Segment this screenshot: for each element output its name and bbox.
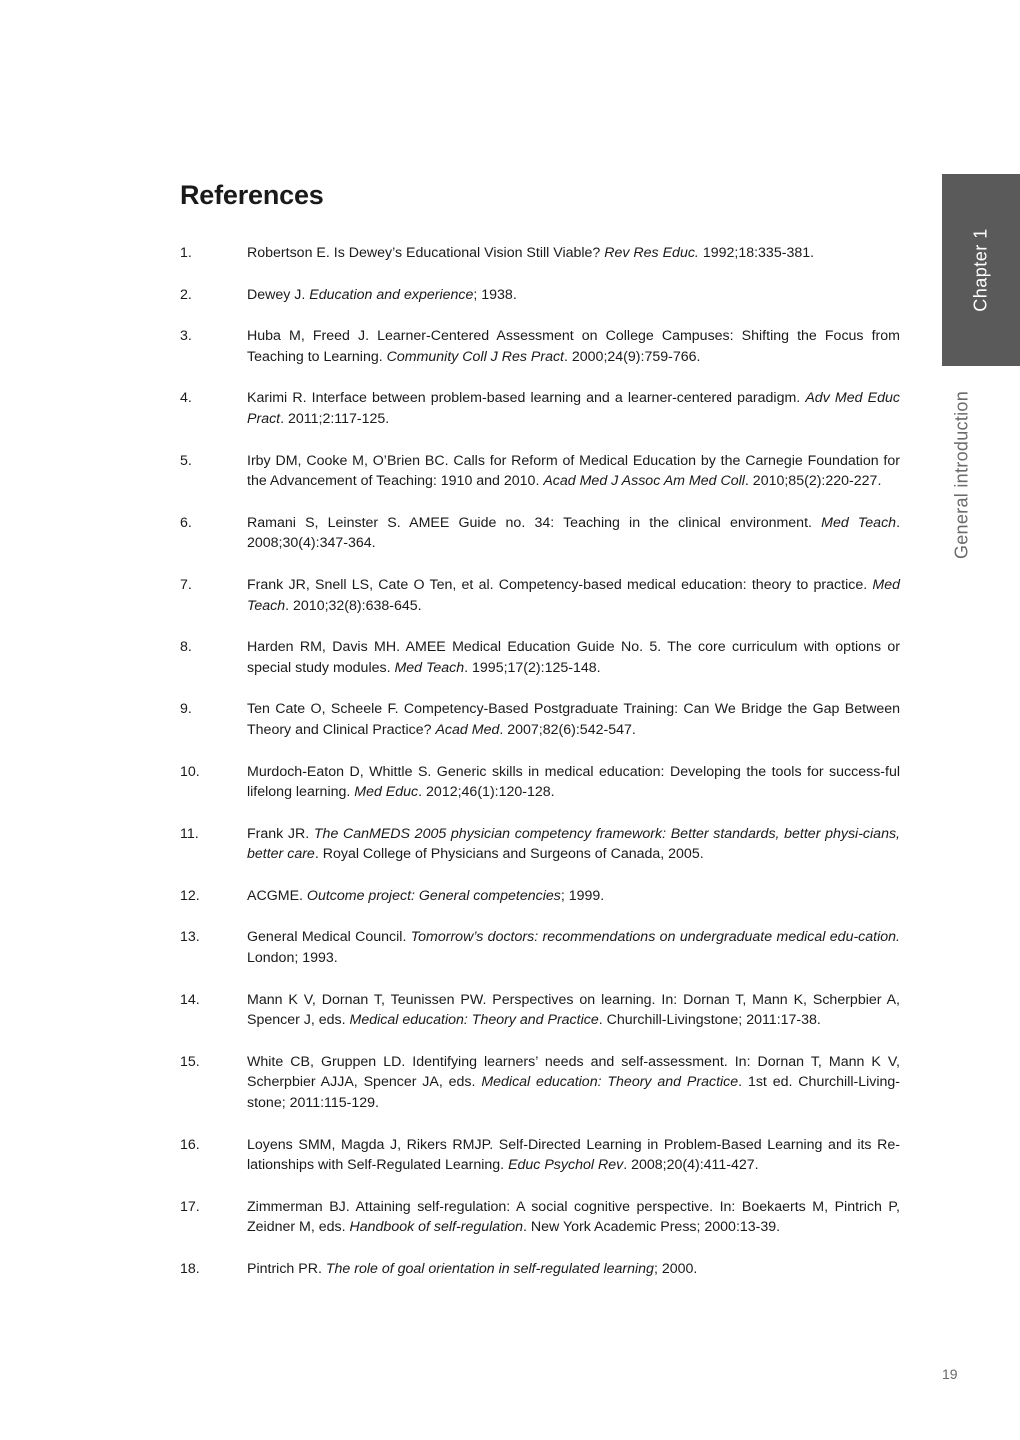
reference-text: [247, 990, 900, 1031]
reference-text-segment: Robertson E. Is Dewey’s Educational Vision Still Viable?: [247, 245, 605, 261]
reference-text: [247, 1135, 900, 1176]
reference-text: [247, 886, 900, 907]
reference-text-segment: General Medical Council.: [247, 929, 411, 946]
reference-text-segment: . Royal College of Physicians and Surgeons of Canada, 2005.: [314, 846, 704, 863]
reference-number: 14.: [180, 991, 200, 1008]
reference-number: 16.: [180, 1136, 200, 1153]
page-title: References: [180, 180, 324, 210]
reference-item: [180, 326, 900, 367]
reference-item: [180, 1259, 900, 1280]
reference-text: [247, 1259, 900, 1280]
reference-source-title: The role of goal orientation in self-regulated learning: [325, 1261, 654, 1277]
chapter-tab: [942, 174, 1020, 366]
reference-text: [247, 451, 900, 492]
reference-text: [247, 326, 900, 367]
reference-item: [180, 637, 900, 678]
reference-item: [180, 927, 900, 968]
reference-item: [180, 990, 900, 1031]
reference-text-segment: . 2008;20(4):411-427.: [623, 1157, 759, 1174]
reference-source-title: Handbook of self-regulation: [349, 1219, 524, 1236]
reference-number: 18.: [180, 1261, 200, 1277]
reference-text: [247, 699, 900, 740]
reference-item: [180, 824, 900, 865]
reference-number: 17.: [180, 1198, 200, 1215]
reference-text: [247, 243, 900, 264]
reference-text: [247, 824, 900, 865]
reference-number: 1.: [180, 245, 192, 261]
reference-number: 12.: [180, 887, 200, 904]
reference-text-segment: . 1995;17(2):125-148.: [464, 659, 601, 676]
reference-text-segment: . 2011;2:117-125.: [280, 410, 390, 427]
page-number: 19: [942, 1366, 958, 1382]
reference-text: [247, 762, 900, 803]
reference-item: [180, 886, 900, 907]
reference-text-segment: . 2010;85(2):220-227.: [744, 473, 882, 490]
reference-number: 9.: [180, 701, 192, 718]
reference-text-segment: Ten Cate O, Scheele F. Competency-Based Postgraduate Training: Can We Bridge the Gap Between Theory and Clinical Practice?: [247, 701, 900, 738]
reference-source-title: Med Teach: [247, 576, 900, 614]
reference-text-segment: White CB, Gruppen LD. Identifying learners’ needs and self-assessment. In: Dornan T, Mann K V, Scherpbier AJJA, Spencer JA, eds.: [247, 1053, 900, 1091]
reference-item: [180, 243, 900, 264]
reference-text-segment: Loyens SMM, Magda J, Rikers RMJP. Self-Directed Learning in Problem-Based Learning and its Re-lationships with Self-Regulated Learning.: [247, 1136, 900, 1174]
reference-text-segment: Huba M, Freed J. Learner-Centered Assessment on College Campuses: Shifting the Focus from Teaching to Learning.: [247, 328, 900, 365]
reference-item: [180, 1052, 900, 1114]
reference-text-segment: Zimmerman BJ. Attaining self-regulation: A social cognitive perspective. In: Boekaerts M, Pintrich P, Zeidner M, eds.: [247, 1198, 900, 1236]
reference-item: [180, 699, 900, 740]
reference-text-segment: . 2007;82(6):542-547.: [499, 721, 636, 738]
reference-number: 3.: [180, 328, 192, 345]
reference-number: 5.: [180, 452, 192, 469]
reference-item: [180, 1135, 900, 1176]
reference-text-segment: Karimi R. Interface between problem-based learning and a learner-centered paradigm.: [247, 390, 806, 407]
reference-source-title: Educ Psychol Rev: [508, 1157, 624, 1174]
reference-text: [247, 1197, 900, 1238]
reference-source-title: Rev Res Educ.: [604, 245, 699, 261]
reference-item: [180, 388, 900, 429]
reference-source-title: Education and experience: [309, 286, 474, 303]
reference-text: [247, 285, 900, 306]
reference-source-title: Adv Med Educ Pract: [247, 390, 900, 427]
reference-number: 4.: [180, 390, 192, 407]
reference-number: 8.: [180, 639, 192, 656]
reference-text-segment: Irby DM, Cooke M, O’Brien BC. Calls for Reform of Medical Education by the Carnegie Foundation for the Advancement of Teaching: 1910 and 2010.: [247, 452, 900, 490]
reference-source-title: Med Teach: [821, 514, 897, 531]
reference-source-title: The CanMEDS 2005 physician competency framework: Better standards, better physi-cians, better care: [247, 825, 900, 863]
reference-number: 10.: [180, 763, 200, 780]
reference-number: 2.: [180, 286, 192, 303]
reference-list: [180, 243, 900, 1301]
reference-text-segment: . New York Academic Press; 2000:13-39.: [523, 1219, 781, 1236]
reference-source-title: Acad Med: [435, 721, 500, 738]
reference-text-segment: Frank JR.: [247, 825, 314, 842]
reference-text-segment: 1992;18:335-381.: [698, 245, 815, 261]
reference-text: [247, 637, 900, 678]
reference-text: [247, 388, 900, 429]
reference-number: 11.: [180, 825, 199, 842]
reference-number: 7.: [180, 576, 192, 593]
reference-text-segment: Ramani S, Leinster S. AMEE Guide no. 34: Teaching in the clinical environment.: [247, 514, 822, 531]
reference-source-title: Medical education: Theory and Practice: [349, 1012, 599, 1029]
reference-source-title: Med Teach: [394, 659, 465, 676]
reference-source-title: Tomorrow’s doctors: recommendations on undergraduate medical edu-cation.: [410, 929, 900, 946]
reference-source-title: Community Coll J Res Pract: [386, 348, 564, 365]
reference-text-segment: London; 1993.: [247, 950, 338, 967]
reference-item: [180, 1197, 900, 1238]
reference-text-segment: ; 2000.: [653, 1261, 698, 1277]
reference-text-segment: . 2010;32(8):638-645.: [285, 597, 422, 614]
reference-text-segment: . 2008;30(4):347-364.: [247, 514, 901, 552]
reference-item: [180, 285, 900, 306]
reference-item: [180, 575, 900, 616]
reference-text: [247, 575, 900, 616]
reference-text-segment: ACGME.: [247, 887, 307, 904]
reference-item: [180, 513, 900, 554]
reference-text-segment: . 1st ed. Churchill-Living-stone; 2011:115-129.: [247, 1074, 901, 1112]
reference-text-segment: Murdoch-Eaton D, Whittle S. Generic skills in medical education: Developing the tools for success-ful lifelong learning.: [247, 763, 900, 801]
reference-number: 15.: [180, 1053, 200, 1070]
reference-number: 13.: [180, 929, 200, 946]
reference-text: [247, 513, 900, 554]
reference-text-segment: . 2012;46(1):120-128.: [418, 784, 555, 801]
reference-item: [180, 762, 900, 803]
reference-text-segment: ; 1938.: [473, 286, 517, 303]
reference-text-segment: Dewey J.: [247, 286, 310, 303]
reference-text-segment: ; 1999.: [560, 887, 605, 904]
reference-text-segment: . 2000;24(9):759-766.: [564, 348, 701, 365]
chapter-tab-label: Chapter 1: [970, 228, 991, 312]
reference-text-segment: Frank JR, Snell LS, Cate O Ten, et al. Competency-based medical education: theory to practice.: [247, 576, 873, 593]
reference-item: [180, 451, 900, 492]
reference-source-title: Med Educ: [354, 784, 419, 801]
reference-text-segment: Mann K V, Dornan T, Teunissen PW. Perspectives on learning. In: Dornan T, Mann K, Scherpbier A, Spencer J, eds.: [247, 991, 900, 1029]
section-tab-label: General introduction: [951, 390, 972, 560]
reference-source-title: Outcome project: General competencies: [306, 887, 561, 904]
reference-text-segment: Pintrich PR.: [247, 1261, 326, 1277]
reference-text-segment: . Churchill-Livingstone; 2011:17-38.: [598, 1012, 821, 1029]
reference-source-title: Acad Med J Assoc Am Med Coll: [543, 473, 745, 490]
reference-text: [247, 927, 900, 968]
reference-text-segment: Harden RM, Davis MH. AMEE Medical Education Guide No. 5. The core curriculum with options or special study modules.: [247, 639, 900, 676]
reference-text: [247, 1052, 900, 1114]
section-tab: [942, 380, 982, 570]
reference-source-title: Medical education: Theory and Practice: [481, 1074, 739, 1091]
reference-number: 6.: [180, 514, 192, 531]
